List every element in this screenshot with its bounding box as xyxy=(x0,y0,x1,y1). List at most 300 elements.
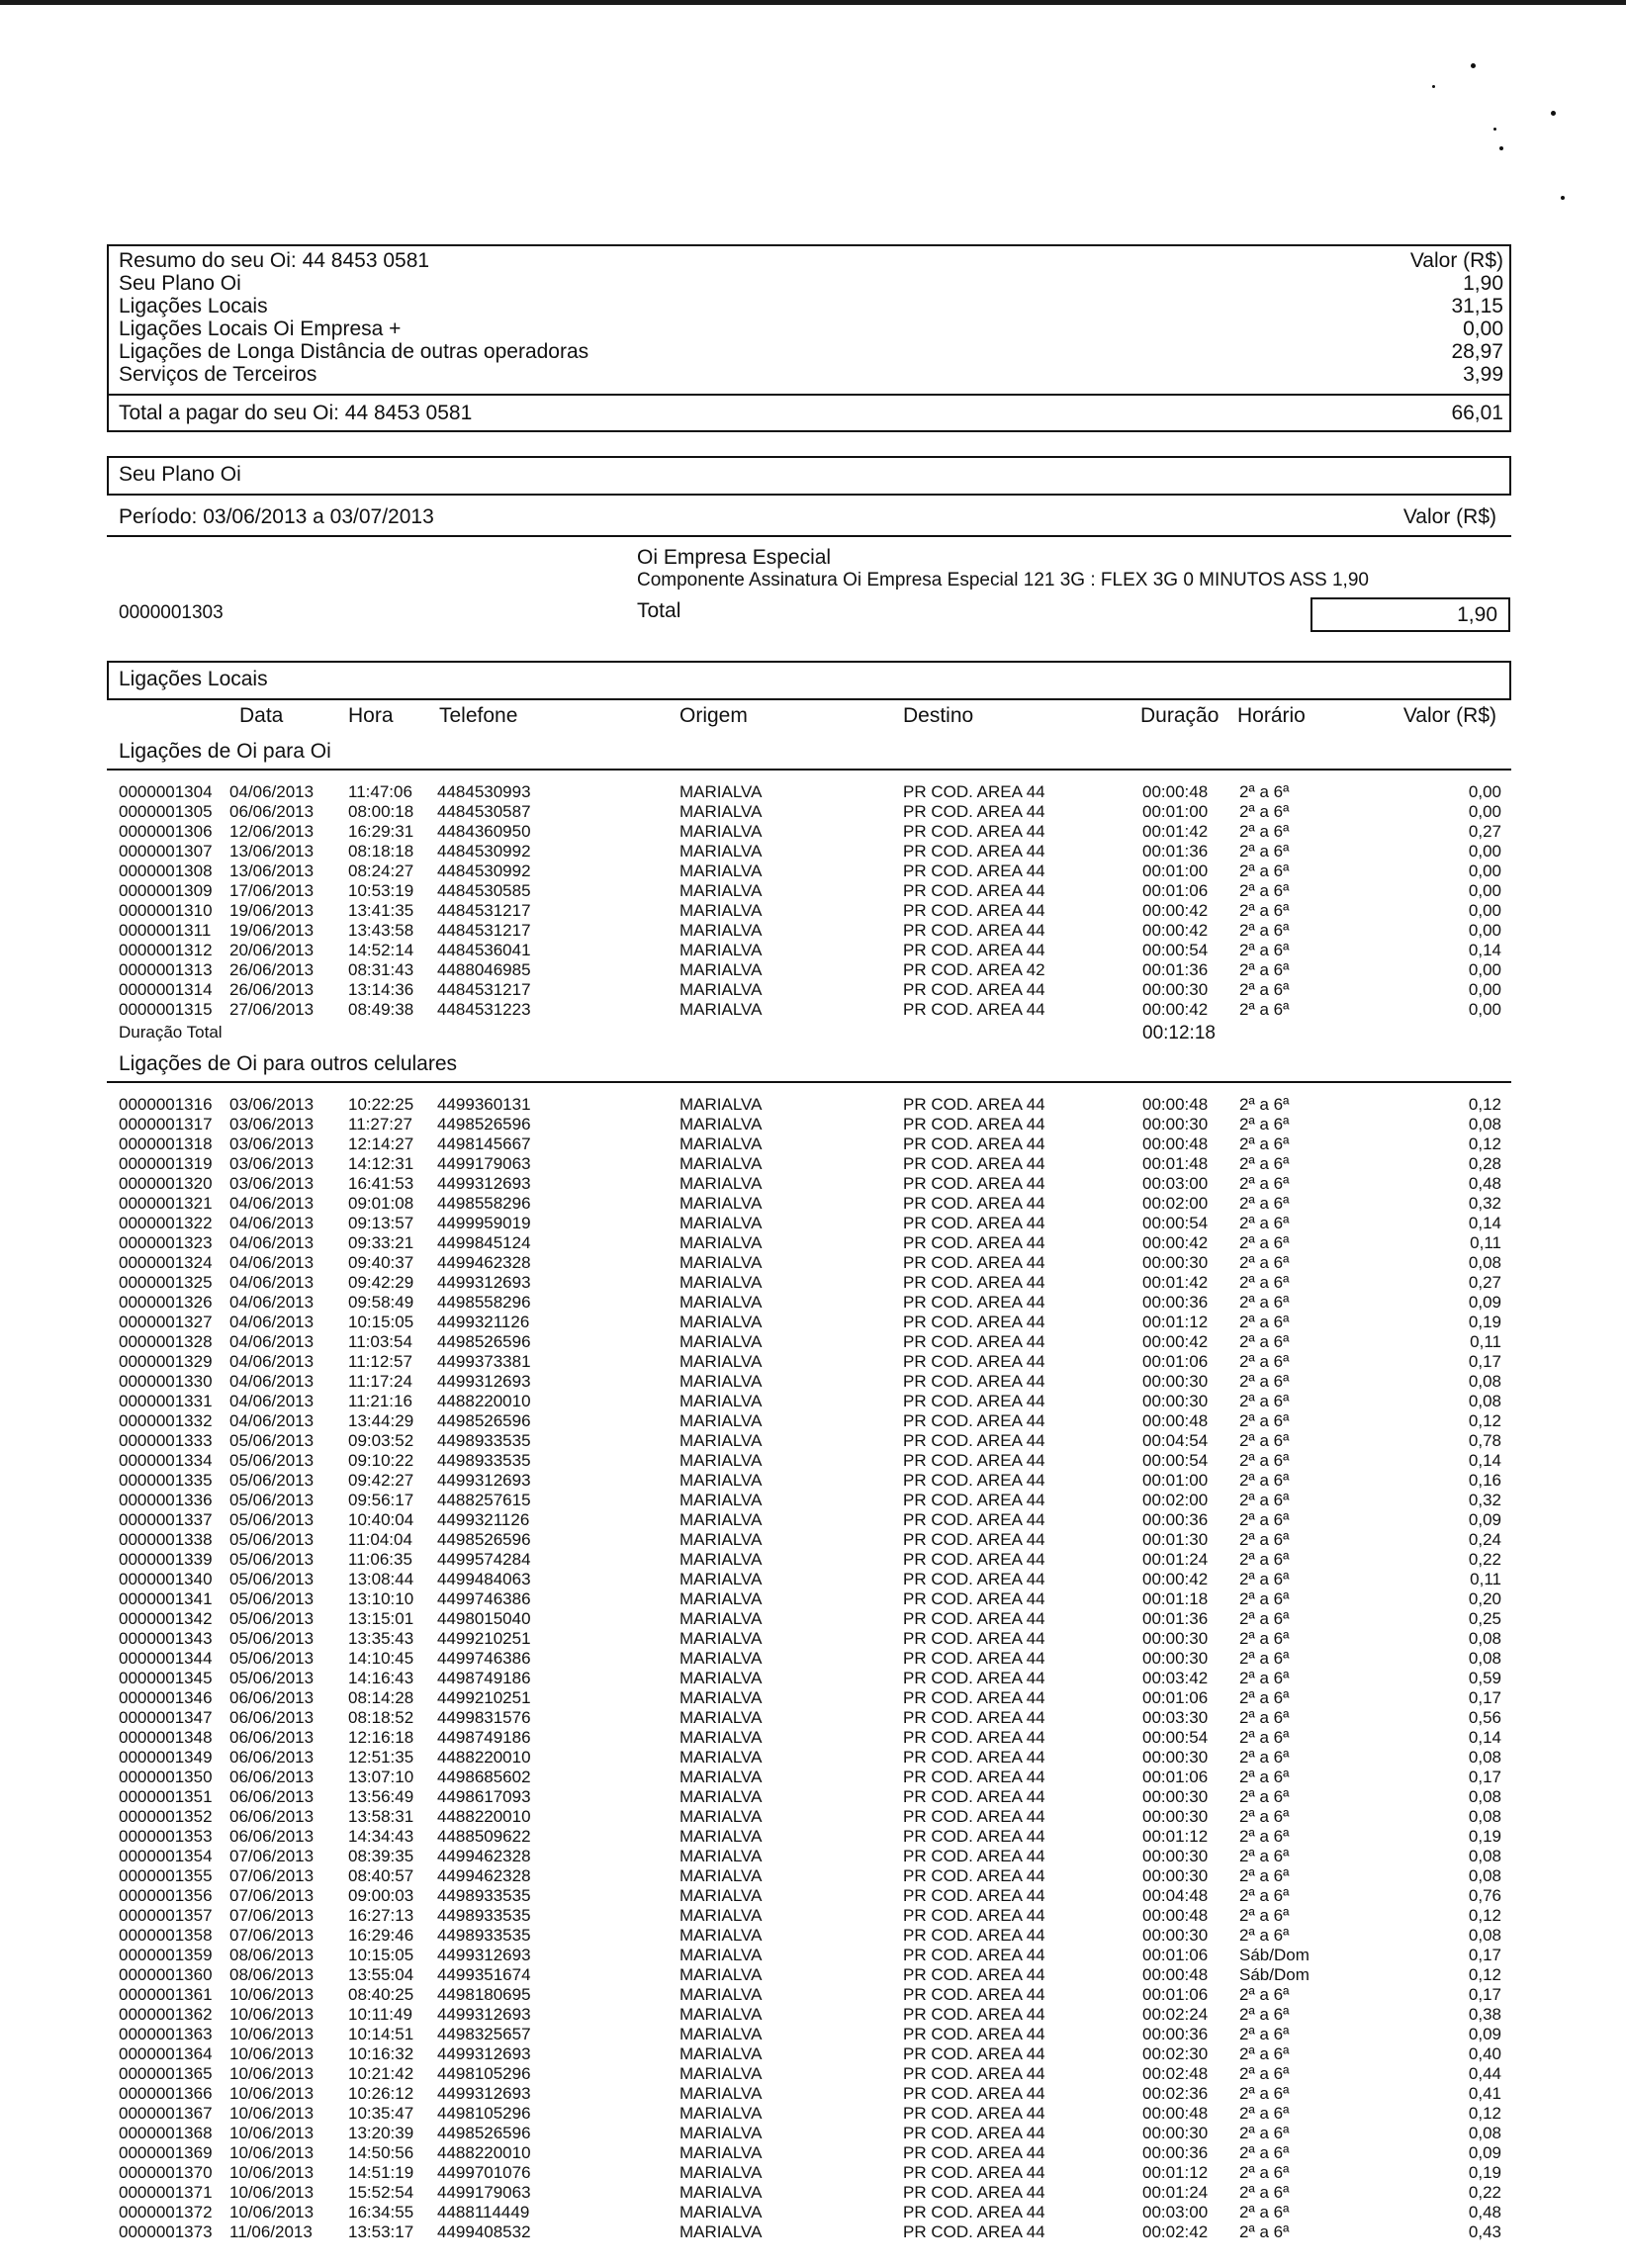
call-origin: MARIALVA xyxy=(679,1000,763,1019)
call-time: 09:58:49 xyxy=(348,1293,414,1312)
call-duration: 00:00:48 xyxy=(1142,782,1209,801)
scan-speck xyxy=(1561,196,1565,200)
call-period: 2ª a 6ª xyxy=(1239,2025,1290,2043)
summary-total-label: Total a pagar do seu Oi: 44 8453 0581 xyxy=(119,402,473,424)
call-phone: 4499574284 xyxy=(437,1550,531,1569)
call-id: 0000001330 xyxy=(119,1372,213,1391)
call-origin: MARIALVA xyxy=(679,2064,763,2083)
call-origin: MARIALVA xyxy=(679,2163,763,2182)
call-date: 10/06/2013 xyxy=(229,1985,315,2004)
group2-table xyxy=(119,1095,1501,2242)
call-period: 2ª a 6ª xyxy=(1239,1847,1290,1865)
call-time: 11:47:06 xyxy=(348,782,412,801)
call-phone: 4484531217 xyxy=(437,980,531,999)
call-origin: MARIALVA xyxy=(679,2143,763,2162)
call-period: 2ª a 6ª xyxy=(1239,2163,1290,2182)
call-duration: 00:00:30 xyxy=(1142,1866,1209,1885)
call-phone: 4498933535 xyxy=(437,1431,531,1450)
table-row xyxy=(119,1570,1501,1589)
call-phone: 4488046985 xyxy=(437,960,531,979)
table-row xyxy=(119,1827,1501,1847)
call-value: 0,38 xyxy=(1468,2005,1501,2024)
call-destination: PR COD. AREA 44 xyxy=(903,1530,1045,1549)
call-phone: 4498526596 xyxy=(437,1530,531,1549)
table-row xyxy=(119,1649,1501,1669)
call-phone: 4498933535 xyxy=(437,1906,531,1925)
call-origin: MARIALVA xyxy=(679,2223,763,2241)
call-date: 12/06/2013 xyxy=(229,822,315,841)
call-duration: 00:02:00 xyxy=(1142,1491,1209,1509)
call-period: 2ª a 6ª xyxy=(1239,1787,1290,1806)
call-duration: 00:01:48 xyxy=(1142,1154,1209,1173)
call-period: 2ª a 6ª xyxy=(1239,1510,1290,1529)
call-value: 0,08 xyxy=(1468,1787,1501,1806)
call-value: 0,17 xyxy=(1468,1352,1501,1371)
call-id: 0000001353 xyxy=(119,1827,213,1846)
call-id: 0000001320 xyxy=(119,1174,213,1193)
call-destination: PR COD. AREA 44 xyxy=(903,2025,1045,2043)
table-row xyxy=(119,2005,1501,2025)
call-period: 2ª a 6ª xyxy=(1239,1431,1290,1450)
call-time: 08:49:38 xyxy=(348,1000,414,1019)
call-date: 06/06/2013 xyxy=(229,1787,315,1806)
call-destination: PR COD. AREA 44 xyxy=(903,2064,1045,2083)
call-time: 11:17:24 xyxy=(348,1372,412,1391)
header-destino: Destino xyxy=(903,704,974,727)
call-destination: PR COD. AREA 44 xyxy=(903,1174,1045,1193)
call-date: 06/06/2013 xyxy=(229,1708,315,1727)
call-id: 0000001363 xyxy=(119,2025,213,2043)
call-origin: MARIALVA xyxy=(679,1847,763,1865)
call-value: 0,08 xyxy=(1468,2124,1501,2142)
call-origin: MARIALVA xyxy=(679,960,763,979)
table-row xyxy=(119,2044,1501,2064)
call-origin: MARIALVA xyxy=(679,1273,763,1292)
call-duration: 00:00:42 xyxy=(1142,1233,1209,1252)
call-phone: 4498558296 xyxy=(437,1293,531,1312)
call-duration: 00:01:36 xyxy=(1142,960,1209,979)
call-date: 04/06/2013 xyxy=(229,782,315,801)
call-destination: PR COD. AREA 44 xyxy=(903,1847,1045,1865)
call-time: 08:40:57 xyxy=(348,1866,414,1885)
call-time: 08:14:28 xyxy=(348,1688,414,1707)
call-period: 2ª a 6ª xyxy=(1239,960,1290,979)
call-period: 2ª a 6ª xyxy=(1239,1985,1290,2004)
call-phone: 4499845124 xyxy=(437,1233,531,1252)
header-valor: Valor (R$) xyxy=(1402,704,1496,727)
table-row xyxy=(119,1768,1501,1787)
table-row xyxy=(119,1293,1501,1313)
table-row xyxy=(119,1807,1501,1827)
call-id: 0000001350 xyxy=(119,1768,213,1786)
call-value: 0,12 xyxy=(1468,1965,1501,1984)
call-period: 2ª a 6ª xyxy=(1239,1115,1290,1134)
call-id: 0000001313 xyxy=(119,960,213,979)
call-date: 06/06/2013 xyxy=(229,1807,315,1826)
group1-divider xyxy=(107,769,1511,771)
call-id: 0000001318 xyxy=(119,1134,213,1153)
call-value: 0,25 xyxy=(1468,1609,1501,1628)
table-row xyxy=(119,881,1501,901)
call-phone: 4498685602 xyxy=(437,1768,531,1786)
call-date: 05/06/2013 xyxy=(229,1550,315,1569)
call-origin: MARIALVA xyxy=(679,2025,763,2043)
call-phone: 4498749186 xyxy=(437,1728,531,1747)
call-date: 05/06/2013 xyxy=(229,1510,315,1529)
table-row xyxy=(119,2104,1501,2124)
call-phone: 4499312693 xyxy=(437,1946,531,1964)
group1-duration-total: 00:12:18 xyxy=(1142,1023,1216,1043)
call-origin: MARIALVA xyxy=(679,2124,763,2142)
call-period: 2ª a 6ª xyxy=(1239,1313,1290,1331)
call-id: 0000001305 xyxy=(119,802,213,821)
call-date: 04/06/2013 xyxy=(229,1372,315,1391)
call-date: 03/06/2013 xyxy=(229,1154,315,1173)
call-destination: PR COD. AREA 44 xyxy=(903,2104,1045,2123)
table-row xyxy=(119,1134,1501,1154)
call-id: 0000001362 xyxy=(119,2005,213,2024)
call-date: 05/06/2013 xyxy=(229,1530,315,1549)
call-value: 0,12 xyxy=(1468,1134,1501,1153)
call-origin: MARIALVA xyxy=(679,1589,763,1608)
call-period: 2ª a 6ª xyxy=(1239,2223,1290,2241)
call-duration: 00:01:00 xyxy=(1142,1471,1209,1490)
call-id: 0000001344 xyxy=(119,1649,213,1668)
call-origin: MARIALVA xyxy=(679,2005,763,2024)
call-value: 0,78 xyxy=(1468,1431,1501,1450)
call-id: 0000001306 xyxy=(119,822,213,841)
call-value: 0,17 xyxy=(1468,1985,1501,2004)
call-destination: PR COD. AREA 44 xyxy=(903,782,1045,801)
call-date: 10/06/2013 xyxy=(229,2143,315,2162)
call-date: 10/06/2013 xyxy=(229,2203,315,2222)
table-row xyxy=(119,1392,1501,1411)
table-row xyxy=(119,1214,1501,1233)
call-time: 14:50:56 xyxy=(348,2143,414,2162)
call-duration: 00:01:24 xyxy=(1142,1550,1209,1569)
call-period: 2ª a 6ª xyxy=(1239,1570,1290,1588)
call-phone: 4499462328 xyxy=(437,1866,531,1885)
summary-total-value: 66,01 xyxy=(1451,402,1503,424)
group1-duration-label: Duração Total xyxy=(119,1023,223,1042)
call-duration: 00:00:48 xyxy=(1142,1411,1209,1430)
call-period: 2ª a 6ª xyxy=(1239,1411,1290,1430)
call-period: 2ª a 6ª xyxy=(1239,862,1290,880)
call-destination: PR COD. AREA 44 xyxy=(903,1214,1045,1232)
table-row xyxy=(119,1174,1501,1194)
table-row xyxy=(119,1313,1501,1332)
call-date: 07/06/2013 xyxy=(229,1886,315,1905)
call-period: 2ª a 6ª xyxy=(1239,1550,1290,1569)
call-period: 2ª a 6ª xyxy=(1239,1214,1290,1232)
call-time: 12:14:27 xyxy=(348,1134,414,1153)
call-time: 10:26:12 xyxy=(348,2084,414,2103)
call-date: 10/06/2013 xyxy=(229,2084,315,2103)
call-period: 2ª a 6ª xyxy=(1239,2005,1290,2024)
call-phone: 4499312693 xyxy=(437,2084,531,2103)
call-value: 0,17 xyxy=(1468,1946,1501,1964)
call-id: 0000001337 xyxy=(119,1510,213,1529)
call-destination: PR COD. AREA 44 xyxy=(903,1115,1045,1134)
call-period: 2ª a 6ª xyxy=(1239,2044,1290,2063)
call-value: 0,08 xyxy=(1468,1847,1501,1865)
call-duration: 00:00:36 xyxy=(1142,1293,1209,1312)
call-phone: 4498526596 xyxy=(437,1332,531,1351)
call-id: 0000001357 xyxy=(119,1906,213,1925)
call-duration: 00:00:36 xyxy=(1142,2143,1209,2162)
call-phone: 4498933535 xyxy=(437,1451,531,1470)
call-id: 0000001366 xyxy=(119,2084,213,2103)
call-destination: PR COD. AREA 44 xyxy=(903,901,1045,920)
call-id: 0000001348 xyxy=(119,1728,213,1747)
call-id: 0000001335 xyxy=(119,1471,213,1490)
call-value: 0,08 xyxy=(1468,1392,1501,1410)
call-origin: MARIALVA xyxy=(679,1886,763,1905)
call-date: 08/06/2013 xyxy=(229,1965,315,1984)
header-data: Data xyxy=(239,704,284,727)
call-time: 13:53:17 xyxy=(348,2223,414,2241)
table-row xyxy=(119,1530,1501,1550)
call-id: 0000001356 xyxy=(119,1886,213,1905)
table-row xyxy=(119,2064,1501,2084)
call-id: 0000001343 xyxy=(119,1629,213,1648)
call-phone: 4499321126 xyxy=(437,1313,530,1331)
call-destination: PR COD. AREA 44 xyxy=(903,1194,1045,1213)
scan-speck xyxy=(1493,128,1496,131)
call-time: 09:00:03 xyxy=(348,1886,414,1905)
call-value: 0,14 xyxy=(1468,1451,1501,1470)
table-row xyxy=(119,1000,1501,1020)
table-row xyxy=(119,1372,1501,1392)
call-date: 10/06/2013 xyxy=(229,2124,315,2142)
call-value: 0,44 xyxy=(1468,2064,1501,2083)
call-value: 0,08 xyxy=(1468,1748,1501,1767)
call-duration: 00:00:30 xyxy=(1142,1115,1209,1134)
call-id: 0000001334 xyxy=(119,1451,213,1470)
summary-item-value: 31,15 xyxy=(1451,295,1503,318)
call-destination: PR COD. AREA 44 xyxy=(903,1550,1045,1569)
call-value: 0,22 xyxy=(1468,1550,1501,1569)
call-value: 0,00 xyxy=(1468,862,1501,880)
call-duration: 00:00:30 xyxy=(1142,1847,1209,1865)
calls-section-box xyxy=(107,661,1511,700)
call-period: 2ª a 6ª xyxy=(1239,1589,1290,1608)
call-time: 13:55:04 xyxy=(348,1965,414,1984)
call-date: 10/06/2013 xyxy=(229,2183,315,2202)
group1-table xyxy=(119,782,1501,1020)
table-row xyxy=(119,1946,1501,1965)
call-period: 2ª a 6ª xyxy=(1239,941,1290,959)
call-duration: 00:00:42 xyxy=(1142,1570,1209,1588)
call-duration: 00:00:42 xyxy=(1142,1000,1209,1019)
summary-item-label: Ligações Locais xyxy=(119,295,268,318)
call-time: 16:41:53 xyxy=(348,1174,414,1193)
table-row xyxy=(119,1194,1501,1214)
call-id: 0000001311 xyxy=(119,921,212,940)
call-id: 0000001371 xyxy=(119,2183,213,2202)
call-destination: PR COD. AREA 44 xyxy=(903,1649,1045,1668)
call-date: 04/06/2013 xyxy=(229,1313,315,1331)
plan-period: Período: 03/06/2013 a 03/07/2013 xyxy=(119,505,434,528)
call-phone: 4499210251 xyxy=(437,1629,531,1648)
scan-speck xyxy=(1432,85,1435,88)
call-destination: PR COD. AREA 44 xyxy=(903,842,1045,861)
call-date: 10/06/2013 xyxy=(229,2064,315,2083)
call-value: 0,11 xyxy=(1470,1233,1501,1252)
call-time: 08:18:18 xyxy=(348,842,414,861)
call-destination: PR COD. AREA 44 xyxy=(903,862,1045,880)
call-destination: PR COD. AREA 44 xyxy=(903,2124,1045,2142)
call-phone: 4499312693 xyxy=(437,2005,531,2024)
call-date: 07/06/2013 xyxy=(229,1926,315,1945)
call-time: 13:08:44 xyxy=(348,1570,414,1588)
call-duration: 00:00:30 xyxy=(1142,2124,1209,2142)
call-date: 05/06/2013 xyxy=(229,1491,315,1509)
call-value: 0,17 xyxy=(1468,1768,1501,1786)
call-duration: 00:00:36 xyxy=(1142,2025,1209,2043)
call-period: 2ª a 6ª xyxy=(1239,1154,1290,1173)
call-time: 13:43:58 xyxy=(348,921,414,940)
summary-item-label: Ligações Locais Oi Empresa + xyxy=(119,318,402,340)
call-phone: 4484531217 xyxy=(437,921,531,940)
call-date: 06/06/2013 xyxy=(229,1728,315,1747)
table-row xyxy=(119,1352,1501,1372)
call-period: 2ª a 6ª xyxy=(1239,2183,1290,2202)
call-duration: 00:02:36 xyxy=(1142,2084,1209,2103)
call-date: 05/06/2013 xyxy=(229,1629,315,1648)
call-date: 06/06/2013 xyxy=(229,1748,315,1767)
call-date: 05/06/2013 xyxy=(229,1609,315,1628)
call-origin: MARIALVA xyxy=(679,1451,763,1470)
call-period: 2ª a 6ª xyxy=(1239,1000,1290,1019)
call-period: 2ª a 6ª xyxy=(1239,1194,1290,1213)
call-period: 2ª a 6ª xyxy=(1239,2104,1290,2123)
call-phone: 4488220010 xyxy=(437,1392,531,1410)
table-row xyxy=(119,1609,1501,1629)
table-row xyxy=(119,2143,1501,2163)
call-phone: 4499360131 xyxy=(437,1095,531,1114)
call-value: 0,00 xyxy=(1468,1000,1501,1019)
call-id: 0000001359 xyxy=(119,1946,213,1964)
summary-item xyxy=(119,295,1503,318)
call-phone: 4498145667 xyxy=(437,1134,531,1153)
table-row xyxy=(119,1510,1501,1530)
call-date: 26/06/2013 xyxy=(229,980,315,999)
call-duration: 00:01:42 xyxy=(1142,1273,1209,1292)
call-origin: MARIALVA xyxy=(679,1609,763,1628)
call-destination: PR COD. AREA 44 xyxy=(903,1965,1045,1984)
call-duration: 00:03:30 xyxy=(1142,1708,1209,1727)
call-period: Sáb/Dom xyxy=(1239,1946,1310,1964)
call-destination: PR COD. AREA 44 xyxy=(903,1669,1045,1687)
call-phone: 4499312693 xyxy=(437,1273,531,1292)
group2-title: Ligações de Oi para outros celulares xyxy=(119,1052,458,1075)
call-duration: 00:00:54 xyxy=(1142,941,1209,959)
call-phone: 4484360950 xyxy=(437,822,531,841)
call-phone: 4499701076 xyxy=(437,2163,531,2182)
call-origin: MARIALVA xyxy=(679,1154,763,1173)
table-row xyxy=(119,1688,1501,1708)
summary-header-row xyxy=(119,249,1503,272)
table-row xyxy=(119,2124,1501,2143)
call-period: 2ª a 6ª xyxy=(1239,1095,1290,1114)
call-date: 26/06/2013 xyxy=(229,960,315,979)
call-id: 0000001315 xyxy=(119,1000,213,1019)
call-time: 11:04:04 xyxy=(348,1530,412,1549)
call-origin: MARIALVA xyxy=(679,802,763,821)
call-period: 2ª a 6ª xyxy=(1239,1926,1290,1945)
call-value: 0,27 xyxy=(1468,1273,1501,1292)
call-time: 09:01:08 xyxy=(348,1194,414,1213)
call-destination: PR COD. AREA 44 xyxy=(903,1748,1045,1767)
call-period: 2ª a 6ª xyxy=(1239,1352,1290,1371)
call-time: 08:40:25 xyxy=(348,1985,414,2004)
call-time: 13:14:36 xyxy=(348,980,414,999)
call-id: 0000001331 xyxy=(119,1392,213,1410)
call-time: 14:51:19 xyxy=(348,2163,414,2182)
call-duration: 00:00:30 xyxy=(1142,980,1209,999)
call-period: 2ª a 6ª xyxy=(1239,1293,1290,1312)
header-telefone: Telefone xyxy=(439,704,518,727)
call-destination: PR COD. AREA 44 xyxy=(903,1906,1045,1925)
call-destination: PR COD. AREA 44 xyxy=(903,1134,1045,1153)
call-value: 0,41 xyxy=(1468,2084,1501,2103)
call-date: 04/06/2013 xyxy=(229,1293,315,1312)
call-origin: MARIALVA xyxy=(679,921,763,940)
call-phone: 4499351674 xyxy=(437,1965,531,1984)
call-duration: 00:00:30 xyxy=(1142,1807,1209,1826)
call-period: 2ª a 6ª xyxy=(1239,1728,1290,1747)
call-phone: 4484530993 xyxy=(437,782,531,801)
call-origin: MARIALVA xyxy=(679,1233,763,1252)
table-row xyxy=(119,1847,1501,1866)
call-id: 0000001325 xyxy=(119,1273,213,1292)
call-time: 14:34:43 xyxy=(348,1827,414,1846)
call-id: 0000001373 xyxy=(119,2223,213,2241)
summary-item xyxy=(119,318,1503,340)
call-date: 11/06/2013 xyxy=(229,2223,313,2241)
call-id: 0000001336 xyxy=(119,1491,213,1509)
call-origin: MARIALVA xyxy=(679,1629,763,1648)
call-period: 2ª a 6ª xyxy=(1239,1372,1290,1391)
call-destination: PR COD. AREA 44 xyxy=(903,1787,1045,1806)
call-id: 0000001361 xyxy=(119,1985,213,2004)
table-row xyxy=(119,822,1501,842)
call-value: 0,16 xyxy=(1468,1471,1501,1490)
plan-total-label: Total xyxy=(637,599,681,622)
call-phone: 4499462328 xyxy=(437,1253,531,1272)
summary-item-value: 1,90 xyxy=(1463,272,1503,295)
call-period: 2ª a 6ª xyxy=(1239,1392,1290,1410)
call-duration: 00:03:00 xyxy=(1142,1174,1209,1193)
call-duration: 00:01:06 xyxy=(1142,1352,1209,1371)
table-row xyxy=(119,1906,1501,1926)
call-id: 0000001349 xyxy=(119,1748,213,1767)
call-destination: PR COD. AREA 44 xyxy=(903,1253,1045,1272)
call-duration: 00:00:36 xyxy=(1142,1510,1209,1529)
call-destination: PR COD. AREA 44 xyxy=(903,1451,1045,1470)
call-id: 0000001322 xyxy=(119,1214,213,1232)
summary-item xyxy=(119,363,1503,386)
call-date: 07/06/2013 xyxy=(229,1906,315,1925)
call-phone: 4498933535 xyxy=(437,1886,531,1905)
call-origin: MARIALVA xyxy=(679,1669,763,1687)
call-date: 13/06/2013 xyxy=(229,842,315,861)
call-phone: 4499746386 xyxy=(437,1649,531,1668)
call-phone: 4488220010 xyxy=(437,1748,531,1767)
call-duration: 00:01:06 xyxy=(1142,1946,1209,1964)
call-phone: 4499312693 xyxy=(437,1372,531,1391)
